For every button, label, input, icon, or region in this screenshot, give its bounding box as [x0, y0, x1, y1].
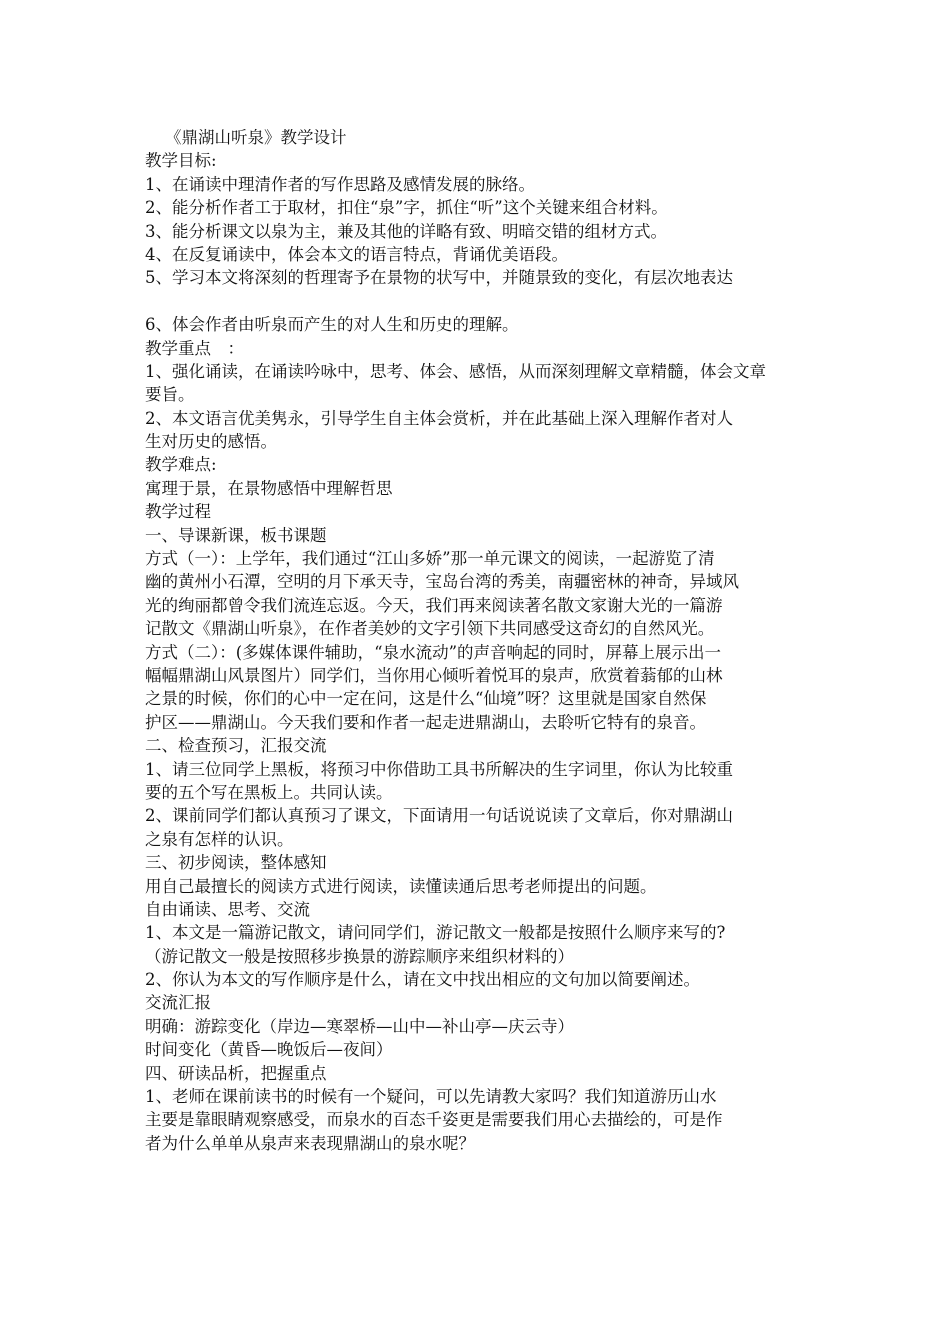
blank-line	[145, 290, 815, 313]
text-line: 2、能分析作者工于取材，扣住“泉”字，抓住“听”这个关键来组合材料。	[145, 198, 668, 218]
text-line: 者为什么单单从泉声来表现鼎湖山的泉水呢？	[145, 1133, 475, 1153]
text-line: 5、学习本文将深刻的哲理寄予在景物的状写中，并随景致的变化，有层次地表达	[145, 268, 733, 288]
text-line: 光的绚丽都曾令我们流连忘返。今天，我们再来阅读著名散文家谢大光的一篇游	[145, 595, 723, 615]
text-line: 1、请三位同学上黑板，将预习中你借助工具书所解决的生字词里，你认为比较重	[145, 759, 733, 779]
text-line: 教学过程	[145, 502, 211, 522]
text-line: 1、在诵读中理清作者的写作思路及感情发展的脉络。	[145, 174, 535, 194]
text-line: 教学目标:	[145, 151, 217, 171]
text-line: 生对历史的感悟。	[145, 432, 277, 452]
text-line: 时间变化（黄昏—晚饭后—夜间）	[145, 1040, 393, 1060]
text-line: 6、体会作者由听泉而产生的对人生和历史的理解。	[145, 315, 519, 335]
text-line: 教学难点:	[145, 455, 217, 475]
text-line: 明确：游踪变化（岸边—寒翠桥—山中—补山亭—庆云寺）	[145, 1016, 574, 1036]
text-line: 1、强化诵读，在诵读吟咏中，思考、体会、感悟，从而深刻理解文章精髓，体会文章	[145, 361, 766, 381]
text-line: 2、你认为本文的写作顺序是什么，请在文中找出相应的文句加以简要阐述。	[145, 970, 700, 990]
text-line: 3、能分析课文以泉为主，兼及其他的详略有致、明暗交错的组材方式。	[145, 221, 667, 241]
text-line: 幽的黄州小石潭，空明的月下承天寺，宝岛台湾的秀美，南疆密林的神奇，异域风	[145, 572, 739, 592]
document-body	[145, 126, 815, 1155]
text-line: 四、研读品析，把握重点	[145, 1063, 327, 1083]
text-line: 寓理于景，在景物感悟中理解哲思	[145, 478, 393, 498]
text-line: 1、老师在课前读书的时候有一个疑问，可以先请教大家吗？我们知道游历山水	[145, 1087, 717, 1107]
text-line: 方式（二）：(多媒体课件辅助，“泉水流动”的声音响起的同时，屏幕上展示出一	[145, 642, 722, 662]
text-line: 2、本文语言优美隽永，引导学生自主体会赏析，并在此基础上深入理解作者对人	[145, 408, 733, 428]
text-line: 要的五个写在黑板上。共同认读。	[145, 782, 393, 802]
text-line: 之景的时候，你们的心中一定在问，这是什么“仙境”呀？这里就是国家自然保	[145, 689, 707, 709]
text-line: 护区——鼎湖山。今天我们要和作者一起走进鼎湖山，去聆听它特有的泉音。	[145, 712, 706, 732]
text-line: 4、在反复诵读中，体会本文的语言特点，背诵优美语段。	[145, 244, 568, 264]
text-line: 三、初步阅读，整体感知	[145, 853, 327, 873]
text-line: 自由诵读、思考、交流	[145, 899, 310, 919]
text-line: 幅幅鼎湖山风景图片）同学们，当你用心倾听着悦耳的泉声，欣赏着蓊郁的山林	[145, 665, 723, 685]
text-line: 交流汇报	[145, 993, 211, 1013]
text-line: 主要是靠眼睛观察感受，而泉水的百态千姿更是需要我们用心去描绘的，可是作	[145, 1110, 723, 1130]
text-line: 一、导课新课，板书课题	[145, 525, 327, 545]
text-line: 1、本文是一篇游记散文，请问同学们，游记散文一般都是按照什么顺序来写的?	[145, 923, 726, 943]
document-title: 《鼎湖山听泉》教学设计	[165, 128, 347, 147]
text-line: 之泉有怎样的认识。	[145, 829, 294, 849]
text-line: 记散文《鼎湖山听泉》，在作者美妙的文字引领下共同感受这奇幻的自然风光。	[145, 619, 715, 639]
text-line: 2、课前同学们都认真预习了课文，下面请用一句话说说读了文章后，你对鼎湖山	[145, 806, 733, 826]
text-line: （游记散文一般是按照移步换景的游踪顺序来组织材料的）	[145, 946, 574, 966]
text-line: 要旨。	[145, 385, 195, 405]
text-line: 方式（一）：上学年，我们通过“江山多娇”那一单元课文的阅读，一起游览了清	[145, 549, 715, 569]
text-line: 用自己最擅长的阅读方式进行阅读，读懂读通后思考老师提出的问题。	[145, 876, 657, 896]
text-line: 教学重点 ：	[145, 338, 244, 358]
text-line: 二、检查预习，汇报交流	[145, 736, 327, 756]
